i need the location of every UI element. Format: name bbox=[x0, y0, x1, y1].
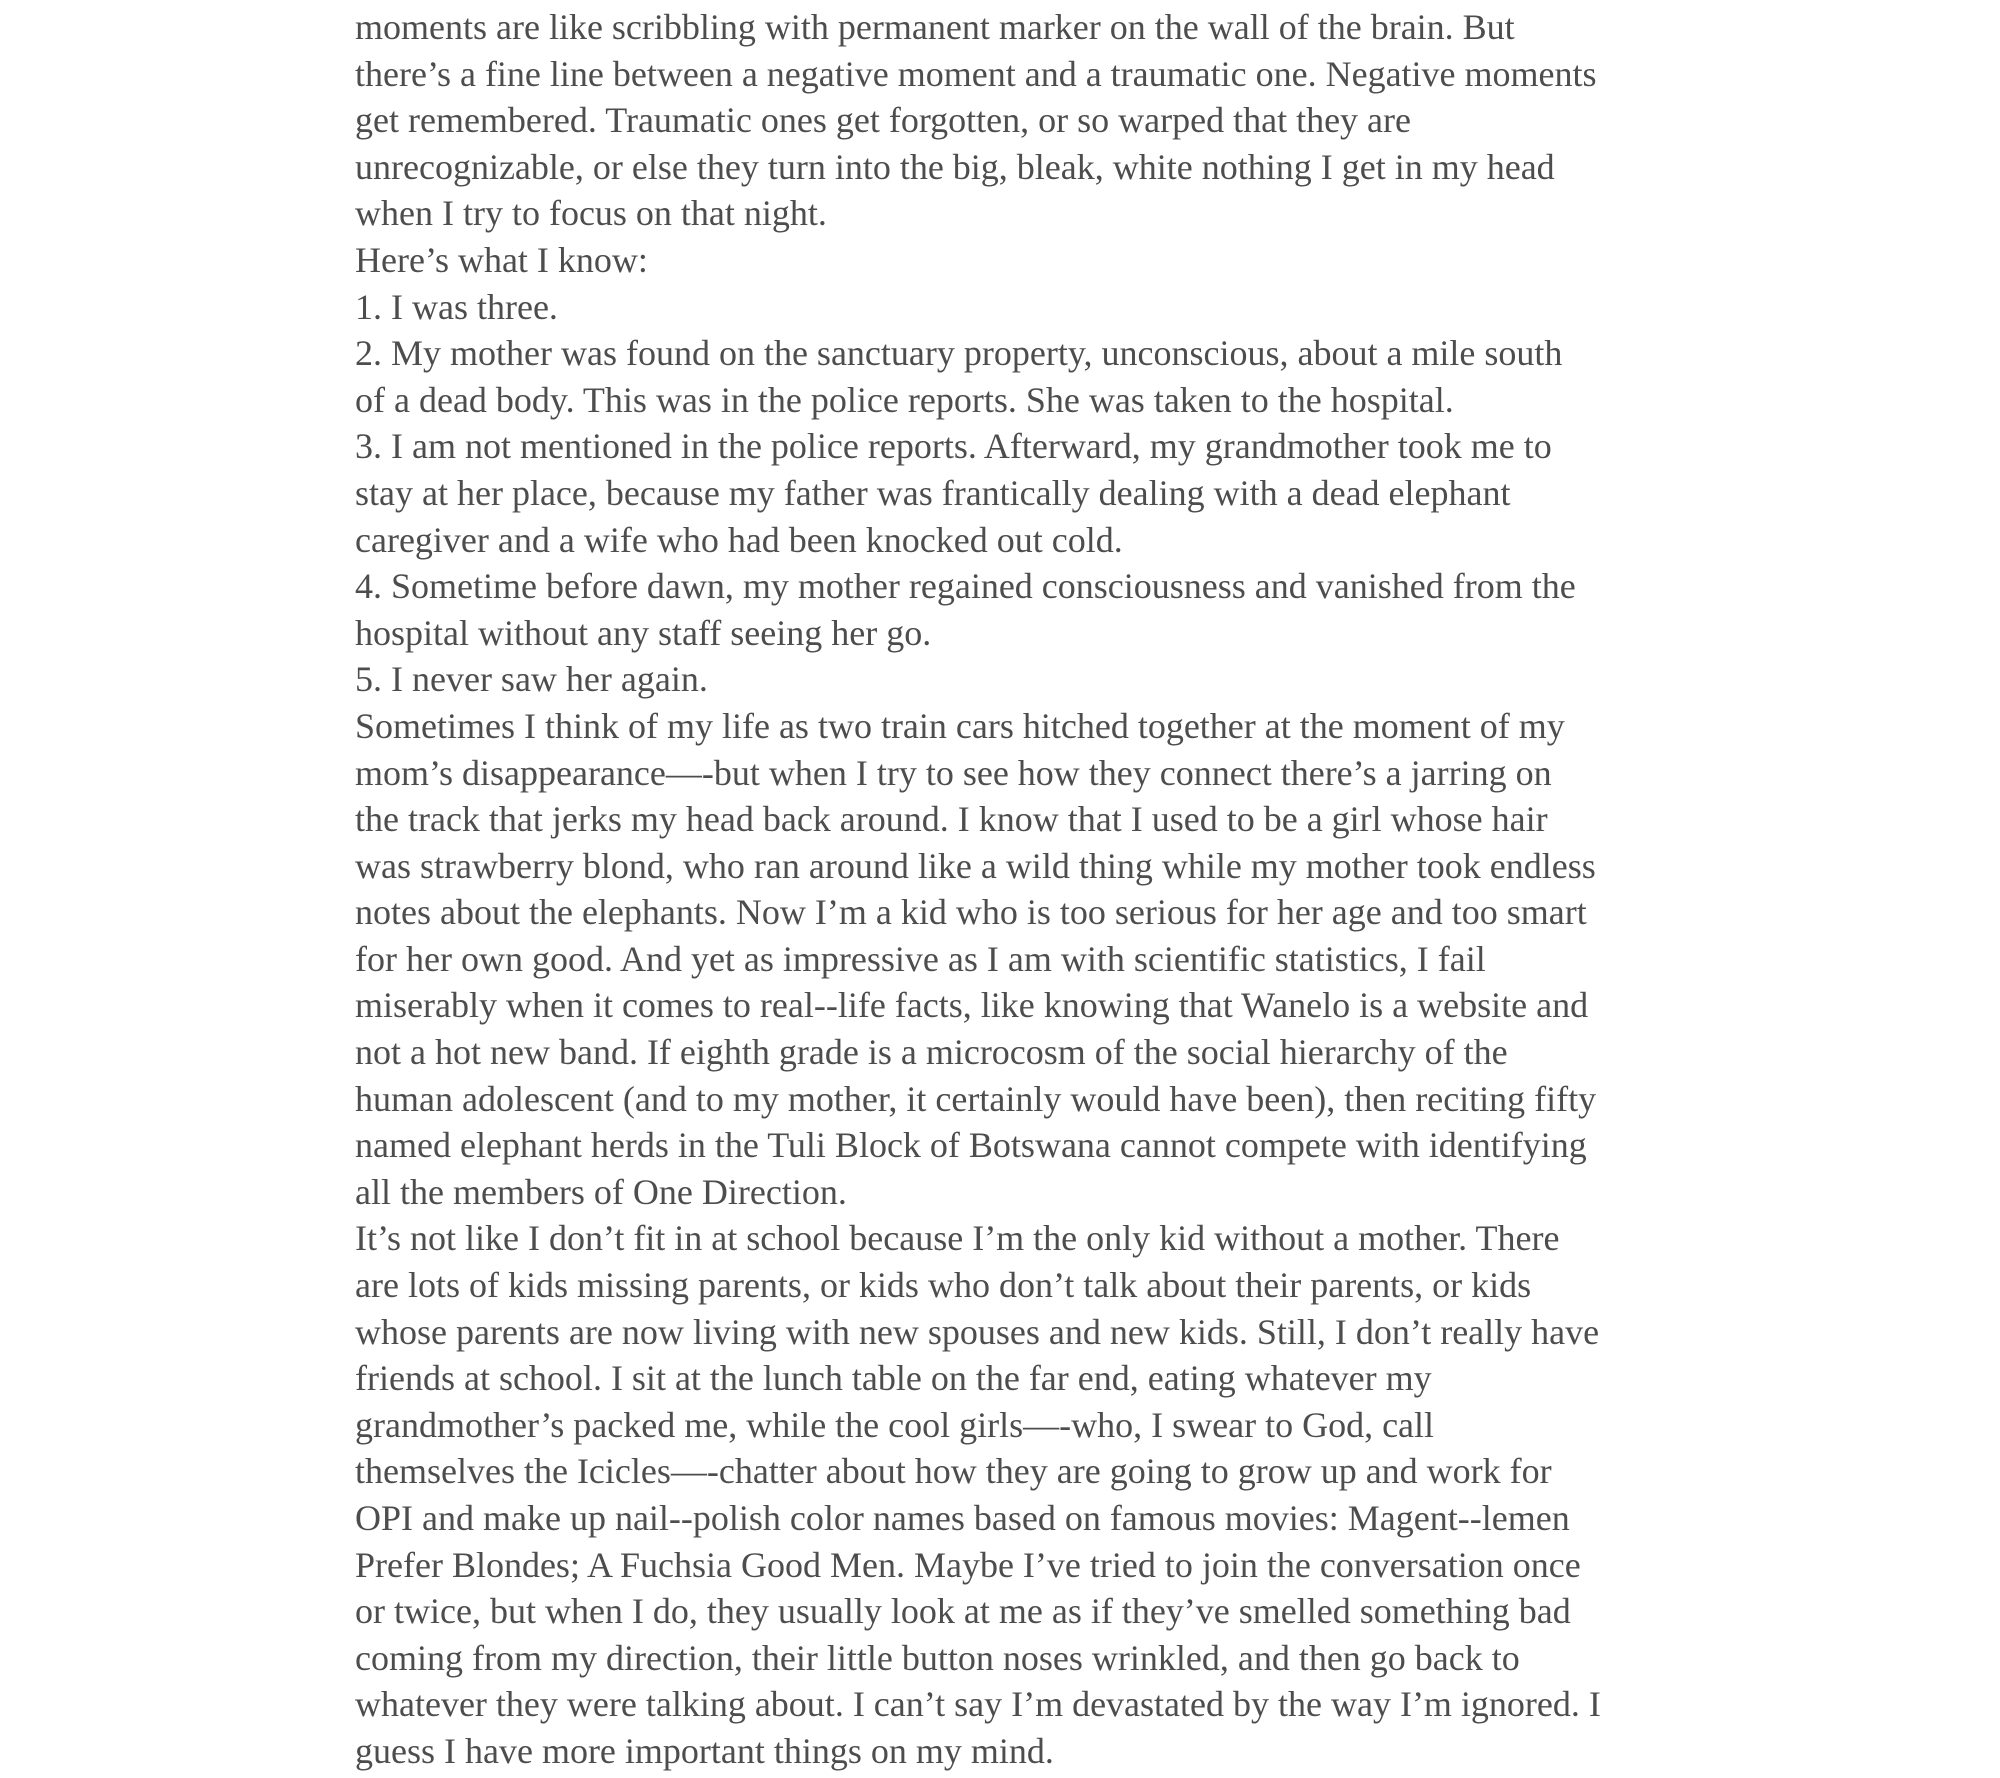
text-line: guess I have more important things on my mind. bbox=[355, 1730, 1054, 1771]
text-line: hospital without any staff seeing her go. bbox=[355, 612, 932, 653]
text-line: there’s a fine line between a negative moment and a traumatic one. Negative moments bbox=[355, 53, 1597, 94]
text-line: whose parents are now living with new spouses and new kids. Still, I don’t really have bbox=[355, 1311, 1600, 1352]
text-line: mom’s disappearance—-but when I try to see how they connect there’s a jarring on bbox=[355, 752, 1552, 793]
text-line: caregiver and a wife who had been knocked out cold. bbox=[355, 519, 1123, 560]
text-line: 5. I never saw her again. bbox=[355, 659, 708, 700]
text-line: 2. My mother was found on the sanctuary property, unconscious, about a mile south bbox=[355, 333, 1563, 374]
text-line: named elephant herds in the Tuli Block of Botswana cannot compete with identifying bbox=[355, 1125, 1587, 1166]
text-line: the track that jerks my head back around. I know that I used to be a girl whose hair bbox=[355, 799, 1548, 840]
text-line: get remembered. Traumatic ones get forgotten, or so warped that they are bbox=[355, 100, 1412, 141]
text-line: when I try to focus on that night. bbox=[355, 193, 827, 234]
text-line: OPI and make up nail--polish color names based on famous movies: Magent--lemen bbox=[355, 1498, 1570, 1538]
text-line: all the members of One Direction. bbox=[355, 1171, 847, 1212]
text-line: 1. I was three. bbox=[355, 286, 558, 327]
text-line: or twice, but when I do, they usually look at me as if they’ve smelled something bad bbox=[355, 1591, 1571, 1632]
text-line: It’s not like I don’t fit in at school because I’m the only kid without a mother. There bbox=[355, 1218, 1560, 1259]
text-line: stay at her place, because my father was frantically dealing with a dead elephant bbox=[355, 472, 1511, 513]
text-line: 3. I am not mentioned in the police reports. Afterward, my grandmother took me to bbox=[355, 426, 1552, 467]
text-line: for her own good. And yet as impressive as I am with scientific statistics, I fail bbox=[355, 938, 1486, 979]
text-line: coming from my direction, their little button noses wrinkled, and then go back to bbox=[355, 1637, 1520, 1678]
text-line: Here’s what I know: bbox=[355, 239, 648, 280]
document-page bbox=[355, 4, 1675, 1775]
text-line: moments are like scribbling with permanent marker on the wall of the brain. But bbox=[355, 7, 1515, 47]
text-line: Sometimes I think of my life as two train cars hitched together at the moment of my bbox=[355, 705, 1565, 746]
text-line: was strawberry blond, who ran around like a wild thing while my mother took endless bbox=[355, 845, 1596, 886]
text-line: Prefer Blondes; A Fuchsia Good Men. Maybe I’ve tried to join the conversation once bbox=[355, 1544, 1581, 1585]
text-line: miserably when it comes to real--life facts, like knowing that Wanelo is a website and bbox=[355, 985, 1589, 1026]
text-line: friends at school. I sit at the lunch table on the far end, eating whatever my bbox=[355, 1358, 1432, 1399]
text-line: themselves the Icicles—-chatter about how they are going to grow up and work for bbox=[355, 1451, 1552, 1492]
text-line: not a hot new band. If eighth grade is a microcosm of the social hierarchy of the bbox=[355, 1032, 1508, 1073]
text-line: 4. Sometime before dawn, my mother regained consciousness and vanished from the bbox=[355, 566, 1576, 607]
text-line: human adolescent (and to my mother, it certainly would have been), then reciting fifty bbox=[355, 1078, 1597, 1119]
text-line: unrecognizable, or else they turn into the big, bleak, white nothing I get in my head bbox=[355, 146, 1555, 187]
text-line: grandmother’s packed me, while the cool girls—-who, I swear to God, call bbox=[355, 1404, 1435, 1445]
text-line: are lots of kids missing parents, or kids who don’t talk about their parents, or kids bbox=[355, 1265, 1532, 1306]
text-line: whatever they were talking about. I can’t say I’m devastated by the way I’m ignored. I bbox=[355, 1684, 1601, 1725]
text-line: notes about the elephants. Now I’m a kid who is too serious for her age and too smart bbox=[355, 892, 1587, 933]
text-line: of a dead body. This was in the police reports. She was taken to the hospital. bbox=[355, 379, 1454, 420]
